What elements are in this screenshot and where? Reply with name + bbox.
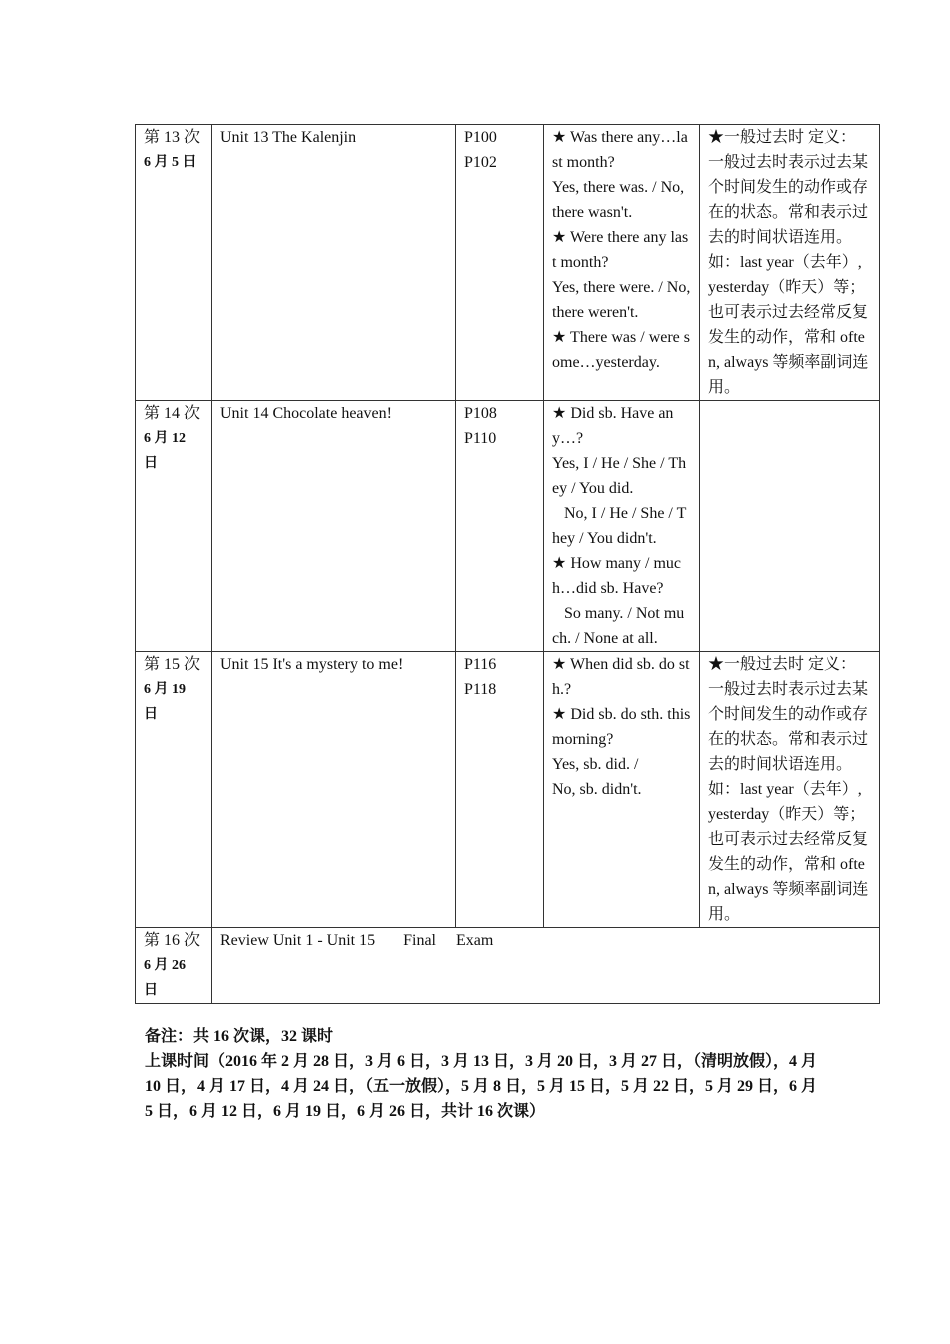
grammar-cell xyxy=(700,652,880,928)
sentence-pattern: ★ Did sb. do sth. this morning? xyxy=(552,706,691,748)
page-ref: P116 xyxy=(464,656,497,673)
unit-cell xyxy=(212,125,456,401)
grammar-cell xyxy=(700,401,880,652)
sentence-pattern: So many. / Not much. / None at all. xyxy=(552,605,685,647)
session-number: 第 15 次 xyxy=(144,656,201,673)
sentences-cell xyxy=(544,125,700,401)
session-number: 第 16 次 xyxy=(144,932,201,949)
grammar-cell xyxy=(700,125,880,401)
sentence-pattern: ★ Were there any last month? xyxy=(552,229,689,271)
grammar-note: ★一般过去时 定义：一般过去时表示过去某个时间发生的动作或存在的状态。常和表示过去的时间状语连用。如：last year（去年）, yesterday（昨天）等； 也可表示过去经常反复发生的动作，常和 often, always 等频率副词连用。 xyxy=(708,129,869,396)
unit-title: Unit 15 It's a mystery to me! xyxy=(220,656,404,673)
sentence-pattern: No, sb. didn't. xyxy=(552,781,642,798)
page-ref: P108 xyxy=(464,405,497,422)
sentence-pattern: Yes, I / He / She / They / You did. xyxy=(552,455,687,497)
notes-summary: 备注：共 16 次课，32 课时 xyxy=(145,1028,334,1045)
session-date: 6 月 26 日 xyxy=(144,958,186,998)
review-cell xyxy=(212,928,880,1004)
notes-schedule: 上课时间（2016 年 2 月 28 日，3 月 6 日，3 月 13 日，3 月 20 日，3 月 27 日，（清明放假），4 月 10 日，4 月 17 日，4 月 24 日，（五一放假），5 月 8 日，5 月 15 日，5 月 22 日，5 月 29 日，6 月 5 日，6 月 12 日，6 月 19 日，6 月 26 日，共计 16 次课） xyxy=(145,1053,818,1120)
session-cell xyxy=(136,652,212,928)
review-range: Review Unit 1 - Unit 15 xyxy=(220,932,376,949)
sentences-cell xyxy=(544,652,700,928)
unit-cell xyxy=(212,652,456,928)
session-date: 6 月 5 日 xyxy=(144,155,197,170)
unit-title: Unit 13 The Kalenjin xyxy=(220,129,357,146)
sentence-pattern: ★ When did sb. do sth.? xyxy=(552,656,690,698)
grammar-note: ★一般过去时 定义：一般过去时表示过去某个时间发生的动作或存在的状态。常和表示过去的时间状语连用。如：last year（去年）, yesterday（昨天）等； 也可表示过去经常反复发生的动作，常和 often, always 等频率副词连用。 xyxy=(708,656,869,923)
unit-title: Unit 14 Chocolate heaven! xyxy=(220,405,392,422)
session-cell xyxy=(136,928,212,1004)
final-label: Final xyxy=(403,932,436,949)
sentence-pattern: ★ There was / were some…yesterday. xyxy=(552,329,690,371)
session-number: 第 13 次 xyxy=(144,129,201,146)
sentence-pattern: Yes, there were. / No, there weren't. xyxy=(552,279,691,321)
course-notes xyxy=(145,1024,825,1124)
pages-cell xyxy=(456,125,544,401)
sentence-pattern: ★ Was there any…last month? xyxy=(552,129,688,171)
page-ref: P100 xyxy=(464,129,497,146)
sentences-cell xyxy=(544,401,700,652)
session-date: 6 月 12 日 xyxy=(144,431,186,471)
page-ref: P102 xyxy=(464,154,497,171)
pages-cell xyxy=(456,401,544,652)
unit-cell xyxy=(212,401,456,652)
sentence-pattern: No, I / He / She / They / You didn't. xyxy=(552,505,687,547)
table-row xyxy=(136,401,880,652)
page-ref: P110 xyxy=(464,430,497,447)
pages-cell xyxy=(456,652,544,928)
session-cell xyxy=(136,125,212,401)
session-date: 6 月 19 日 xyxy=(144,682,186,722)
sentence-pattern: Yes, sb. did. / xyxy=(552,756,639,773)
table-row xyxy=(136,652,880,928)
sentence-pattern: ★ Did sb. Have any…? xyxy=(552,405,674,447)
table-row xyxy=(136,928,880,1004)
session-number: 第 14 次 xyxy=(144,405,201,422)
sentence-pattern: Yes, there was. / No, there wasn't. xyxy=(552,179,685,221)
session-cell xyxy=(136,401,212,652)
sentence-pattern: ★ How many / much…did sb. Have? xyxy=(552,555,681,597)
course-schedule-table xyxy=(135,124,880,1004)
exam-label: Exam xyxy=(455,932,494,949)
page-ref: P118 xyxy=(464,681,497,698)
table-row xyxy=(136,125,880,401)
